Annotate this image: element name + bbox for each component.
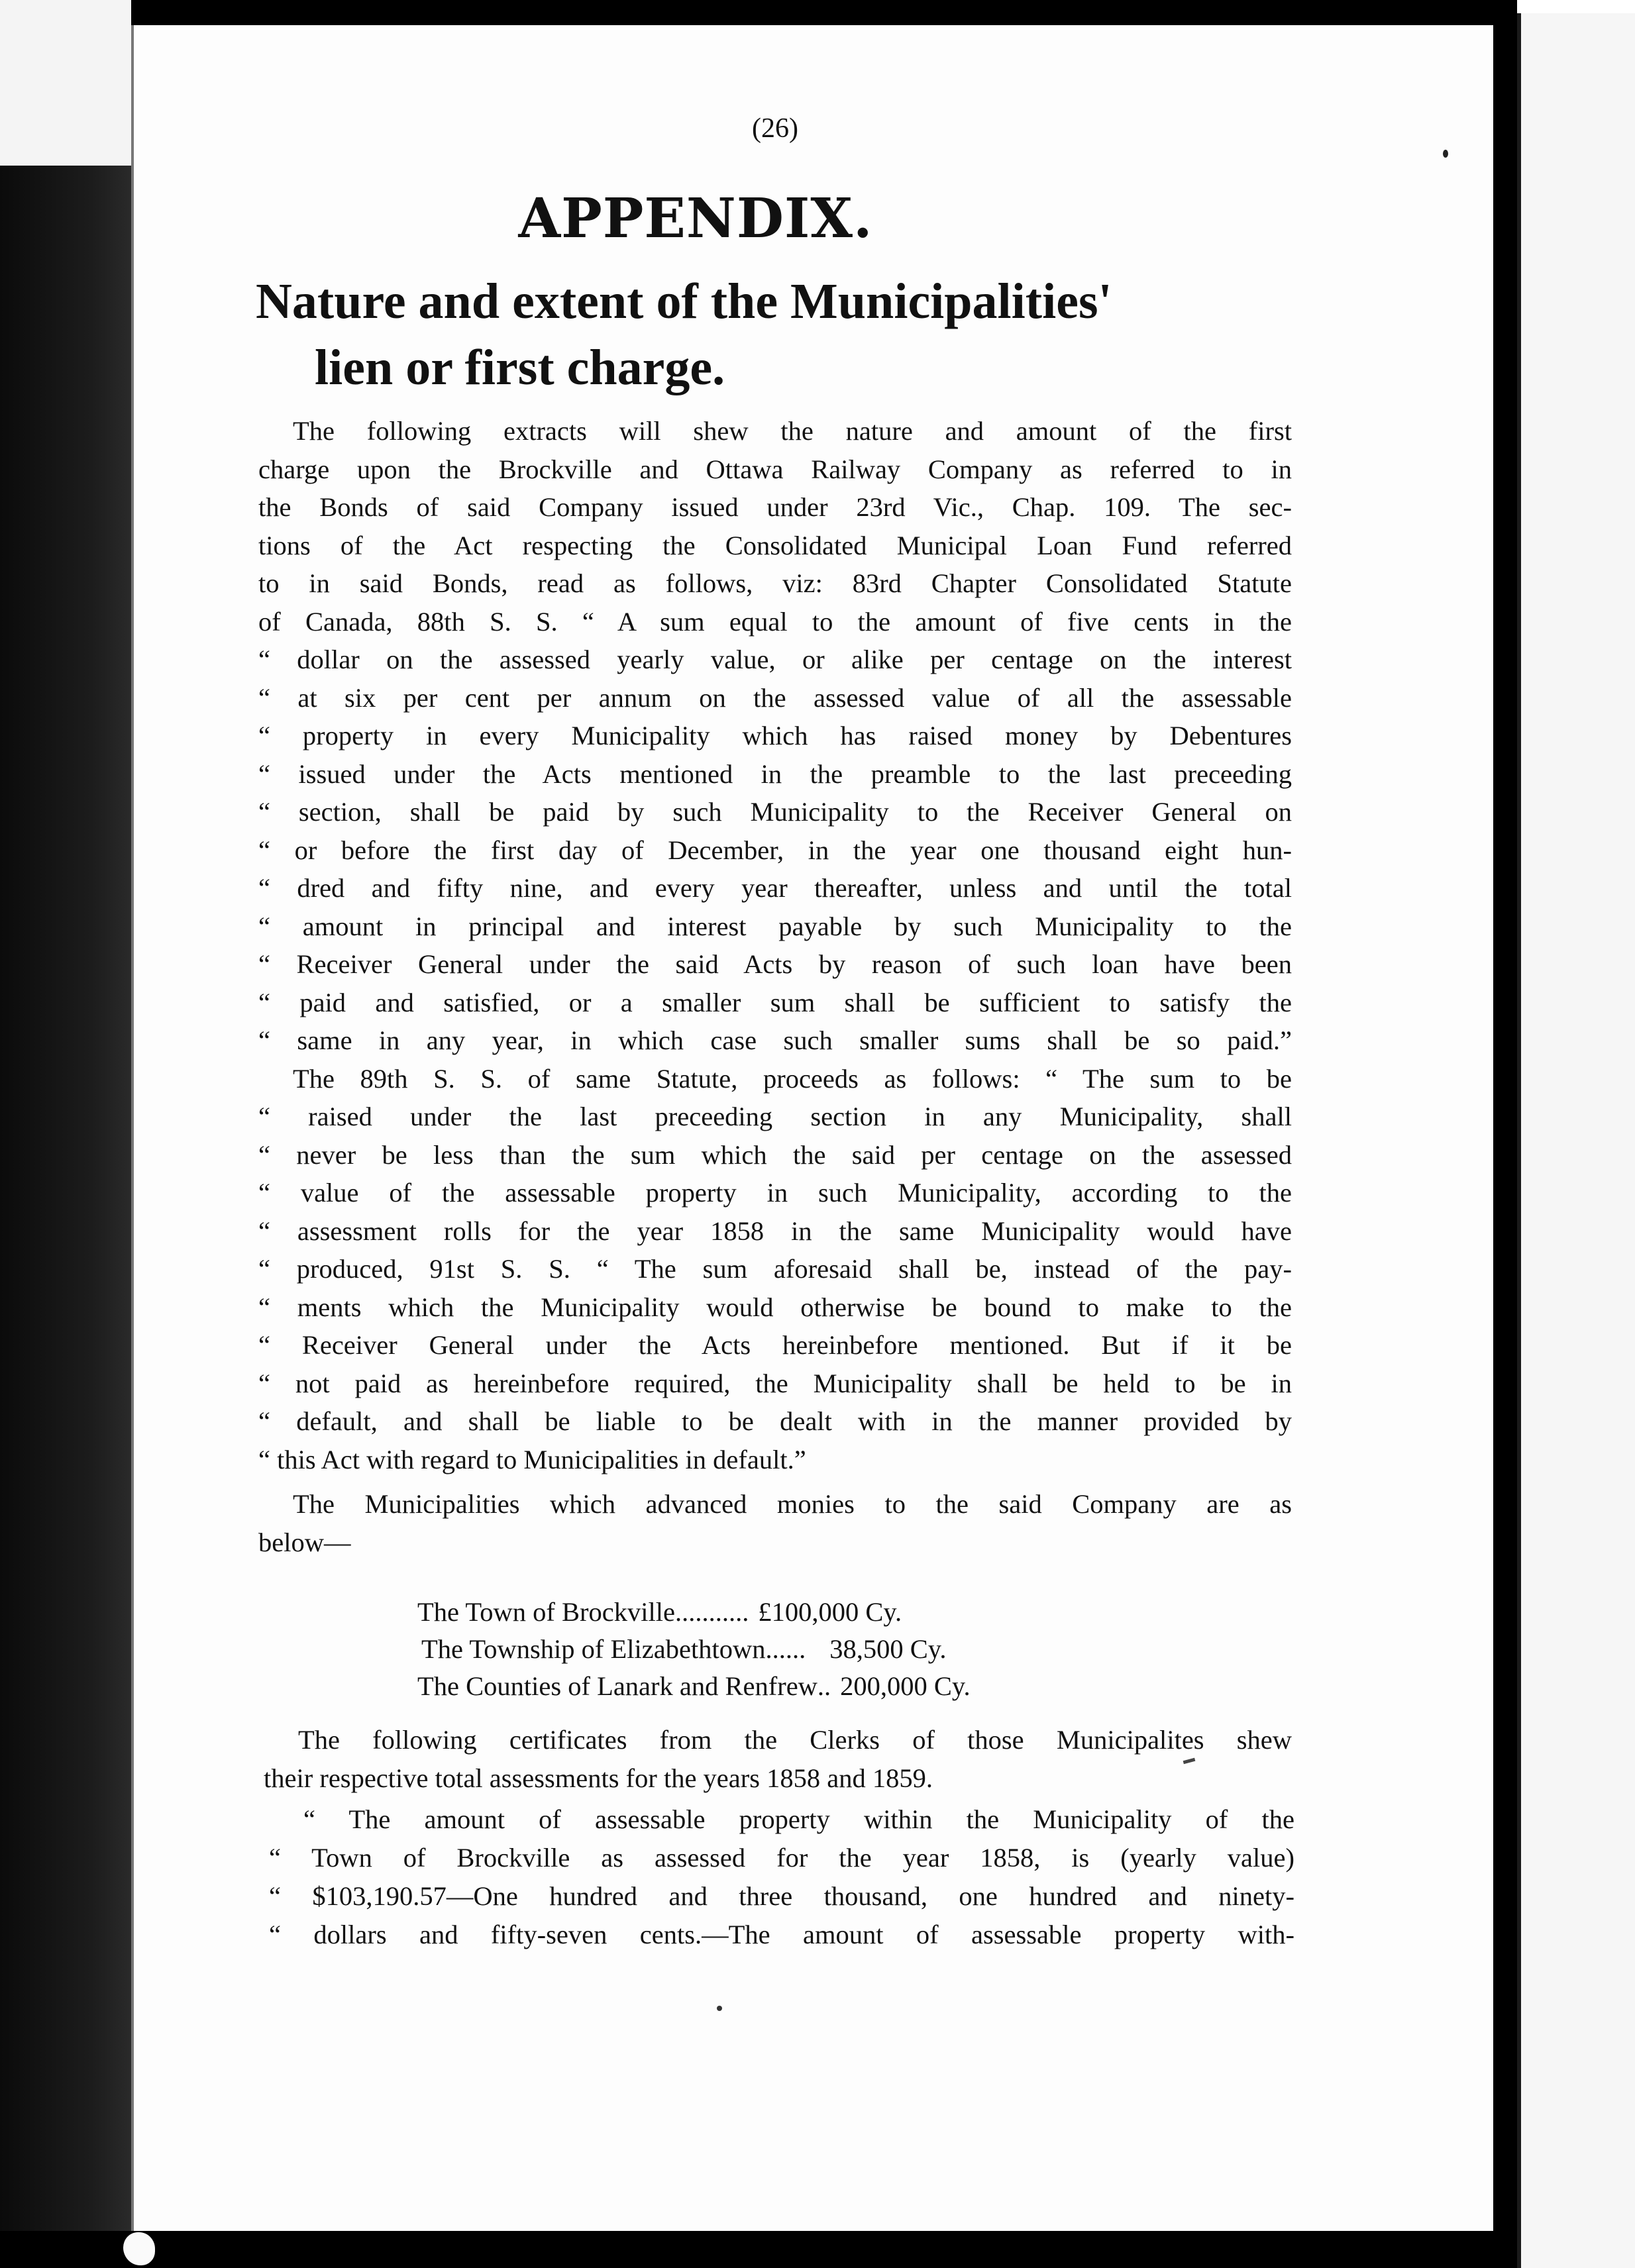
text-line: the Bonds of said Company issued under 23rd Vic., Chap. 109. The sec- bbox=[258, 492, 1292, 522]
municipality-name: The Township of Elizabethtown bbox=[421, 1634, 766, 1664]
scan-left-border bbox=[0, 0, 131, 2268]
scan-top-border bbox=[131, 0, 1491, 25]
scan-bottom-border bbox=[0, 2231, 1517, 2268]
ink-speck bbox=[717, 2006, 722, 2011]
municipality-amount: 38,500 Cy. bbox=[829, 1634, 947, 1664]
text-line: “ amount in principal and interest payable by such Municipality to the bbox=[258, 911, 1292, 941]
text-line: “ property in every Municipality which has raised money by Debentures bbox=[258, 721, 1292, 750]
paragraph-certificates-intro bbox=[264, 1721, 1292, 1797]
leader-dots: ........... bbox=[674, 1597, 749, 1627]
list-item bbox=[417, 1594, 1212, 1631]
text-line: of Canada, 88th S. S. “ A sum equal to the amount of five cents in the bbox=[258, 606, 1292, 637]
text-line: “ The amount of assessable property within the Municipality of the bbox=[303, 1804, 1294, 1834]
text-line: The following extracts will shew the nature and amount of the first bbox=[293, 416, 1292, 446]
ink-speck bbox=[1443, 150, 1448, 158]
municipalities-list bbox=[417, 1594, 1212, 1705]
paragraph-certificate-brockville bbox=[269, 1800, 1294, 1954]
text-line: to in said Bonds, read as follows, viz: 83rd Chapter Consolidated Statute bbox=[258, 568, 1292, 598]
text-line: The Municipalities which advanced monies to the said Company are as bbox=[293, 1489, 1292, 1519]
text-line: “ same in any year, in which case such smaller sums shall be so paid.” bbox=[258, 1025, 1292, 1055]
text-line: below— bbox=[258, 1527, 351, 1557]
section-heading-line-2: lien or first charge. bbox=[315, 340, 725, 395]
text-line: “ Receiver General under the Acts hereinbefore mentioned. But if it be bbox=[258, 1330, 1292, 1360]
text-line: The 89th S. S. of same Statute, proceeds as follows: “ The sum to be bbox=[293, 1063, 1292, 1094]
municipality-amount: 200,000 Cy. bbox=[840, 1671, 971, 1701]
text-line: “ Receiver General under the said Acts by reason of such loan have been bbox=[258, 949, 1292, 979]
text-line: “ Town of Brockville as assessed for the year 1858, is (yearly value) bbox=[269, 1843, 1294, 1873]
text-line: charge upon the Brockville and Ottawa Railway Company as referred to in bbox=[258, 454, 1292, 484]
paper-tear bbox=[123, 2232, 155, 2265]
leader-dots: ...... bbox=[765, 1634, 806, 1664]
text-line: “ raised under the last preceeding section in any Municipality, shall bbox=[258, 1102, 1292, 1131]
text-line: “ produced, 91st S. S. “ The sum aforesaid shall be, instead of the pay- bbox=[258, 1254, 1292, 1284]
text-line: “ at six per cent per annum on the assessed value of all the assessable bbox=[258, 682, 1292, 713]
text-line: “ dollars and fifty-seven cents.—The amount of assessable property with- bbox=[269, 1920, 1294, 1949]
list-item bbox=[417, 1631, 1212, 1668]
text-line: “ issued under the Acts mentioned in the preamble to the last preceeding bbox=[258, 758, 1292, 789]
page-title: APPENDIX. bbox=[518, 187, 873, 250]
text-line: “ paid and satisfied, or a smaller sum shall be sufficient to satisfy the bbox=[258, 987, 1292, 1017]
text-line: “ ments which the Municipality would otherwise be bound to make to the bbox=[258, 1292, 1292, 1322]
text-line: “ default, and shall be liable to be dealt with in the manner provided by bbox=[258, 1406, 1292, 1436]
text-line: “ dollar on the assessed yearly value, or alike per centage on the interest bbox=[258, 644, 1292, 674]
text-line: tions of the Act respecting the Consolidated Municipal Loan Fund referred bbox=[258, 530, 1292, 560]
text-line: The following certificates from the Clerks of those Municipalites shew bbox=[298, 1725, 1292, 1755]
list-item bbox=[417, 1668, 1212, 1705]
municipality-amount: £100,000 Cy. bbox=[758, 1597, 902, 1627]
text-line: “ assessment rolls for the year 1858 in the same Municipality would have bbox=[258, 1215, 1292, 1246]
municipality-name: The Town of Brockville bbox=[417, 1597, 675, 1627]
text-line: “ $103,190.57—One hundred and three thousand, one hundred and ninety- bbox=[269, 1881, 1294, 1911]
text-line: “ not paid as hereinbefore required, the Municipality shall be held to be in bbox=[258, 1368, 1292, 1398]
text-line: “ or before the first day of December, in the year one thousand eight hun- bbox=[258, 835, 1292, 865]
facing-page-edge bbox=[1517, 13, 1635, 2268]
scan-left-border-top bbox=[0, 0, 131, 166]
text-line: “ this Act with regard to Municipalities in default.” bbox=[258, 1444, 806, 1474]
text-line: their respective total assessments for the years 1858 and 1859. bbox=[264, 1763, 933, 1793]
municipality-name: The Counties of Lanark and Renfrew bbox=[417, 1671, 818, 1701]
text-line: “ never be less than the sum which the said per centage on the assessed bbox=[258, 1139, 1292, 1170]
text-line: “ dred and fifty nine, and every year thereafter, unless and until the total bbox=[258, 873, 1292, 903]
scan-gutter bbox=[1491, 0, 1517, 2268]
section-heading-line-1: Nature and extent of the Municipalities' bbox=[256, 274, 1112, 329]
leader-dots: .. bbox=[817, 1671, 831, 1701]
text-line: “ value of the assessable property in such Municipality, according to the bbox=[258, 1178, 1292, 1208]
paragraph-extracts bbox=[258, 412, 1292, 1561]
text-line: “ section, shall be paid by such Municipality to the Receiver General on bbox=[258, 797, 1292, 827]
page-number: (26) bbox=[752, 113, 798, 144]
